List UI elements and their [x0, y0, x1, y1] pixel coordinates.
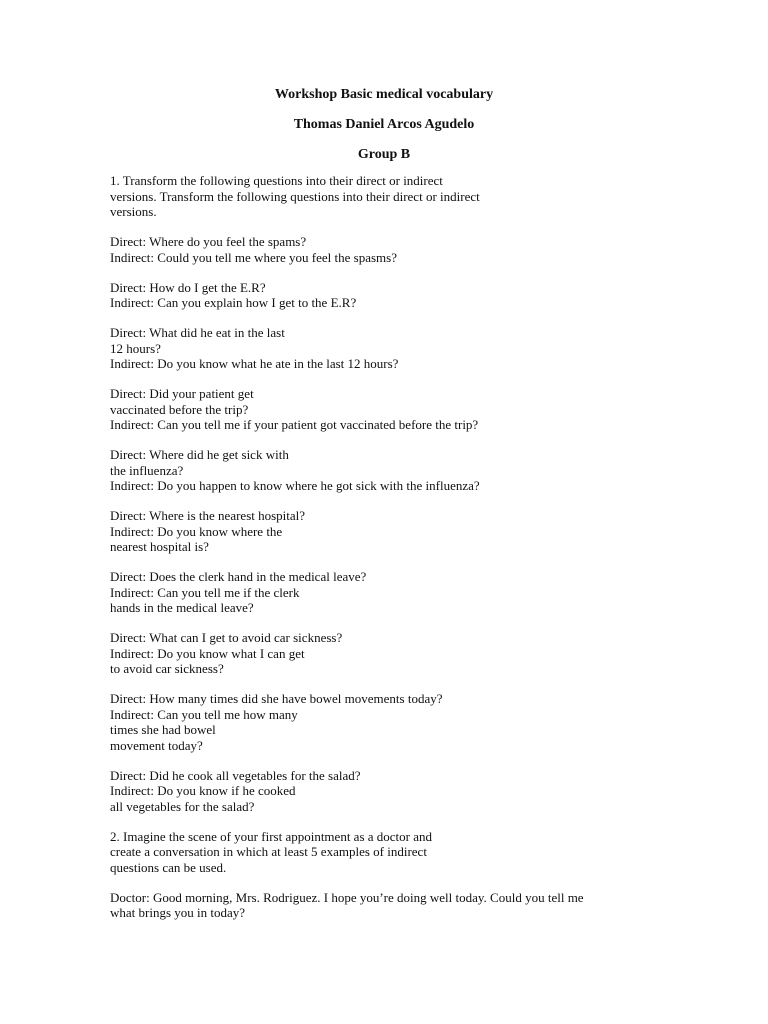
text-line: nearest hospital is?	[110, 539, 209, 554]
text-line: movement today?	[110, 737, 203, 753]
text-line: Indirect: Do you know if he cooked	[110, 783, 296, 798]
document-body	[110, 173, 730, 921]
text-line: to avoid car sickness?	[110, 661, 224, 676]
text-line: Direct: Where did he get sick with	[110, 447, 289, 462]
text-line: Direct: How many times did she have bowel movements today?	[110, 691, 443, 706]
paragraph	[110, 691, 730, 753]
text-line: Direct: Did your patient get	[110, 386, 254, 401]
paragraph-gap	[110, 372, 730, 387]
group-label: Group B	[357, 147, 411, 162]
text-line: Direct: Does the clerk hand in the medical leave?	[110, 569, 367, 584]
paragraph-gap	[110, 616, 730, 631]
text-line: Indirect: Do you know what I can get	[110, 645, 305, 661]
text-line: Indirect: Could you tell me where you feel the spasms?	[110, 249, 398, 265]
text-line: Direct: What can I get to avoid car sickness?	[110, 630, 343, 645]
paragraph-gap	[110, 494, 730, 509]
text-line: vaccinated before the trip?	[110, 401, 249, 417]
text-line: the influenza?	[110, 462, 184, 478]
text-line: versions.	[110, 204, 157, 219]
paragraph	[110, 508, 730, 555]
text-line: Direct: Where is the nearest hospital?	[110, 508, 306, 523]
text-line: Doctor: Good morning, Mrs. Rodriguez. I hope you’re doing well today. Could you tell me	[110, 889, 584, 905]
text-line: hands in the medical leave?	[110, 600, 254, 615]
author-name: Thomas Daniel Arcos Agudelo	[293, 117, 475, 132]
text-line: Indirect: Can you tell me if your patient got vaccinated before the trip?	[110, 417, 479, 432]
text-line: Indirect: Do you happen to know where he got sick with the influenza?	[110, 478, 480, 493]
paragraph	[110, 325, 730, 372]
paragraph-gap	[110, 220, 730, 235]
paragraph	[110, 173, 730, 220]
text-line: all vegetables for the salad?	[110, 798, 255, 814]
paragraph-gap	[110, 875, 730, 890]
paragraph-gap	[110, 753, 730, 768]
paragraph	[110, 386, 730, 433]
paragraph	[110, 890, 730, 921]
paragraph	[110, 447, 730, 494]
text-line: Indirect: Do you know where the	[110, 523, 283, 539]
text-line: Indirect: Can you explain how I get to the E.R?	[110, 295, 357, 310]
text-line: 1. Transform the following questions into their direct or indirect	[110, 173, 443, 188]
paragraph	[110, 234, 730, 265]
text-line: Indirect: Do you know what he ate in the last 12 hours?	[110, 356, 399, 371]
text-line: versions. Transform the following questions into their direct or indirect	[110, 188, 480, 204]
paragraph	[110, 630, 730, 677]
paragraph	[110, 280, 730, 311]
text-line: Direct: What did he eat in the last	[110, 325, 285, 340]
text-line: create a conversation in which at least 5 examples of indirect	[110, 844, 427, 859]
paragraph	[110, 829, 730, 876]
paragraph	[110, 768, 730, 815]
text-line: questions can be used.	[110, 859, 227, 875]
paragraph-gap	[110, 677, 730, 692]
text-line: Indirect: Can you tell me how many	[110, 706, 298, 722]
text-line: times she had bowel	[110, 722, 216, 737]
text-line: 12 hours?	[110, 340, 161, 356]
paragraph-gap	[110, 311, 730, 326]
paragraph-gap	[110, 814, 730, 829]
text-line: Direct: Where do you feel the spams?	[110, 234, 307, 249]
document-title: Workshop Basic medical vocabulary	[274, 87, 494, 102]
text-line: Direct: How do I get the E.R?	[110, 279, 266, 295]
text-line: 2. Imagine the scene of your first appointment as a doctor and	[110, 828, 433, 844]
paragraph	[110, 569, 730, 616]
paragraph-gap	[110, 555, 730, 570]
text-line: Direct: Did he cook all vegetables for the salad?	[110, 767, 361, 783]
paragraph-gap	[110, 265, 730, 280]
paragraph-gap	[110, 433, 730, 448]
text-line: what brings you in today?	[110, 905, 246, 920]
text-line: Indirect: Can you tell me if the clerk	[110, 584, 300, 600]
